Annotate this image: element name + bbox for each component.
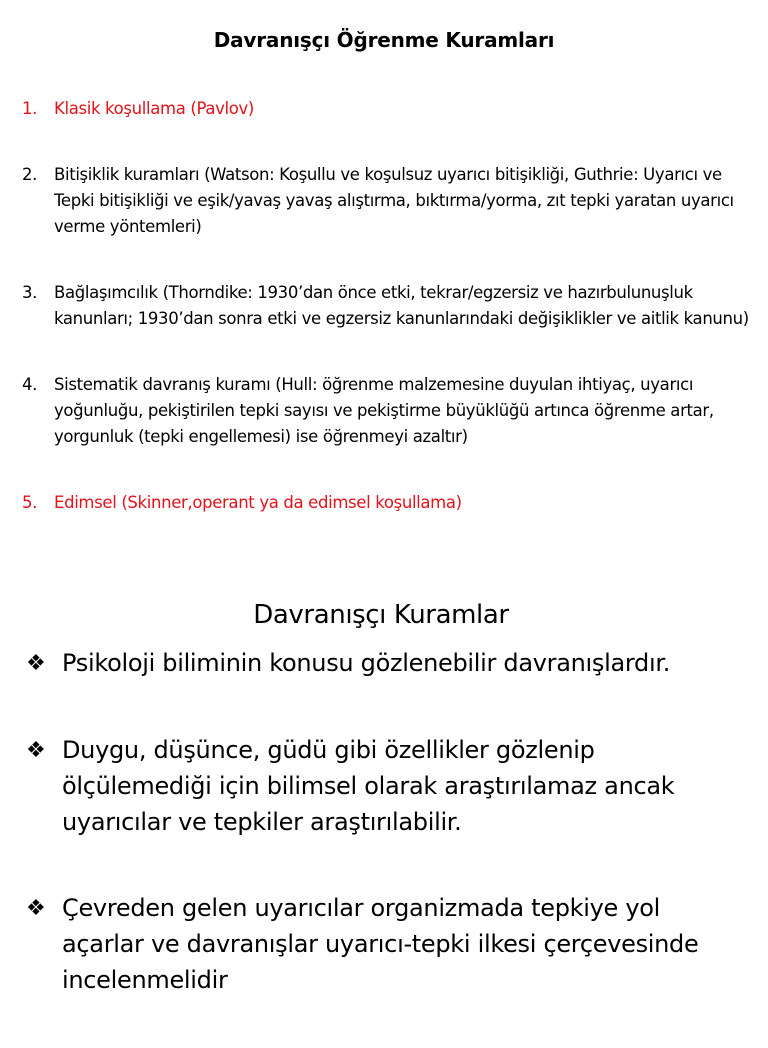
list-item-5 (22, 490, 752, 516)
page-title: Davranışçı Öğrenme Kuramları (213, 28, 555, 52)
diamond-bullet-icon: ❖ (26, 651, 46, 676)
bullet-item-1 (26, 645, 746, 682)
diamond-bullet-icon: ❖ (26, 738, 46, 763)
bullet-item-3 (26, 890, 746, 998)
list-item-1 (22, 96, 752, 122)
bullet-text: Çevreden gelen uyarıcılar organizmada tepkiye yol açarlar ve davranışlar uyarıcı-tepki ilkesi çerçevesinde incelenmelidir (62, 894, 699, 994)
list-item-number: 5. (22, 493, 38, 512)
list-item-text: Sistematik davranış kuramı (Hull: öğrenme malzemesine duyulan ihtiyaç, uyarıcı yoğunluğu, pekiştirilen tepki sayısı ve pekiştirme büyüklüğü artınca öğrenme artar, yorgunluk (tepki engellemesi) ise öğrenmeyi azaltır) (54, 375, 714, 446)
list-item-number: 2. (22, 165, 38, 184)
bullet-text: Psikoloji biliminin konusu gözlenebilir davranışlardır. (62, 649, 671, 677)
list-item-2 (22, 162, 752, 240)
list-item-text: Klasik koşullama (Pavlov) (54, 99, 254, 118)
section-subtitle: Davranışçı Kuramlar (253, 600, 509, 630)
bullet-text: Duygu, düşünce, güdü gibi özellikler gözlenip ölçülemediği için bilimsel olarak araştırılamaz ancak uyarıcılar ve tepkiler araştırılabilir. (62, 736, 675, 836)
list-item-text: Bitişiklik kuramları (Watson: Koşullu ve koşulsuz uyarıcı bitişikliği, Guthrie: Uyarıcı ve Tepki bitişikliği ve eşik/yavaş yavaş alıştırma, bıktırma/yorma, zıt tepki yaratan uyarıcı verme yöntemleri) (54, 165, 734, 236)
diamond-bullet-icon: ❖ (26, 896, 46, 921)
bullet-list (26, 645, 746, 1048)
list-item-number: 4. (22, 375, 38, 394)
list-item-3 (22, 280, 752, 332)
list-item-number: 3. (22, 283, 38, 302)
list-item-text: Bağlaşımcılık (Thorndike: 1930’dan önce etki, tekrar/egzersiz ve hazırbulunuşluk kanunları; 1930’dan sonra etki ve egzersiz kanunlarındaki değişiklikler ve aitlik kanunu) (54, 283, 749, 328)
theory-list (22, 96, 752, 556)
list-item-number: 1. (22, 99, 38, 118)
list-item-text: Edimsel (Skinner,operant ya da edimsel koşullama) (54, 493, 462, 512)
list-item-4 (22, 372, 752, 450)
bullet-item-2 (26, 732, 746, 840)
